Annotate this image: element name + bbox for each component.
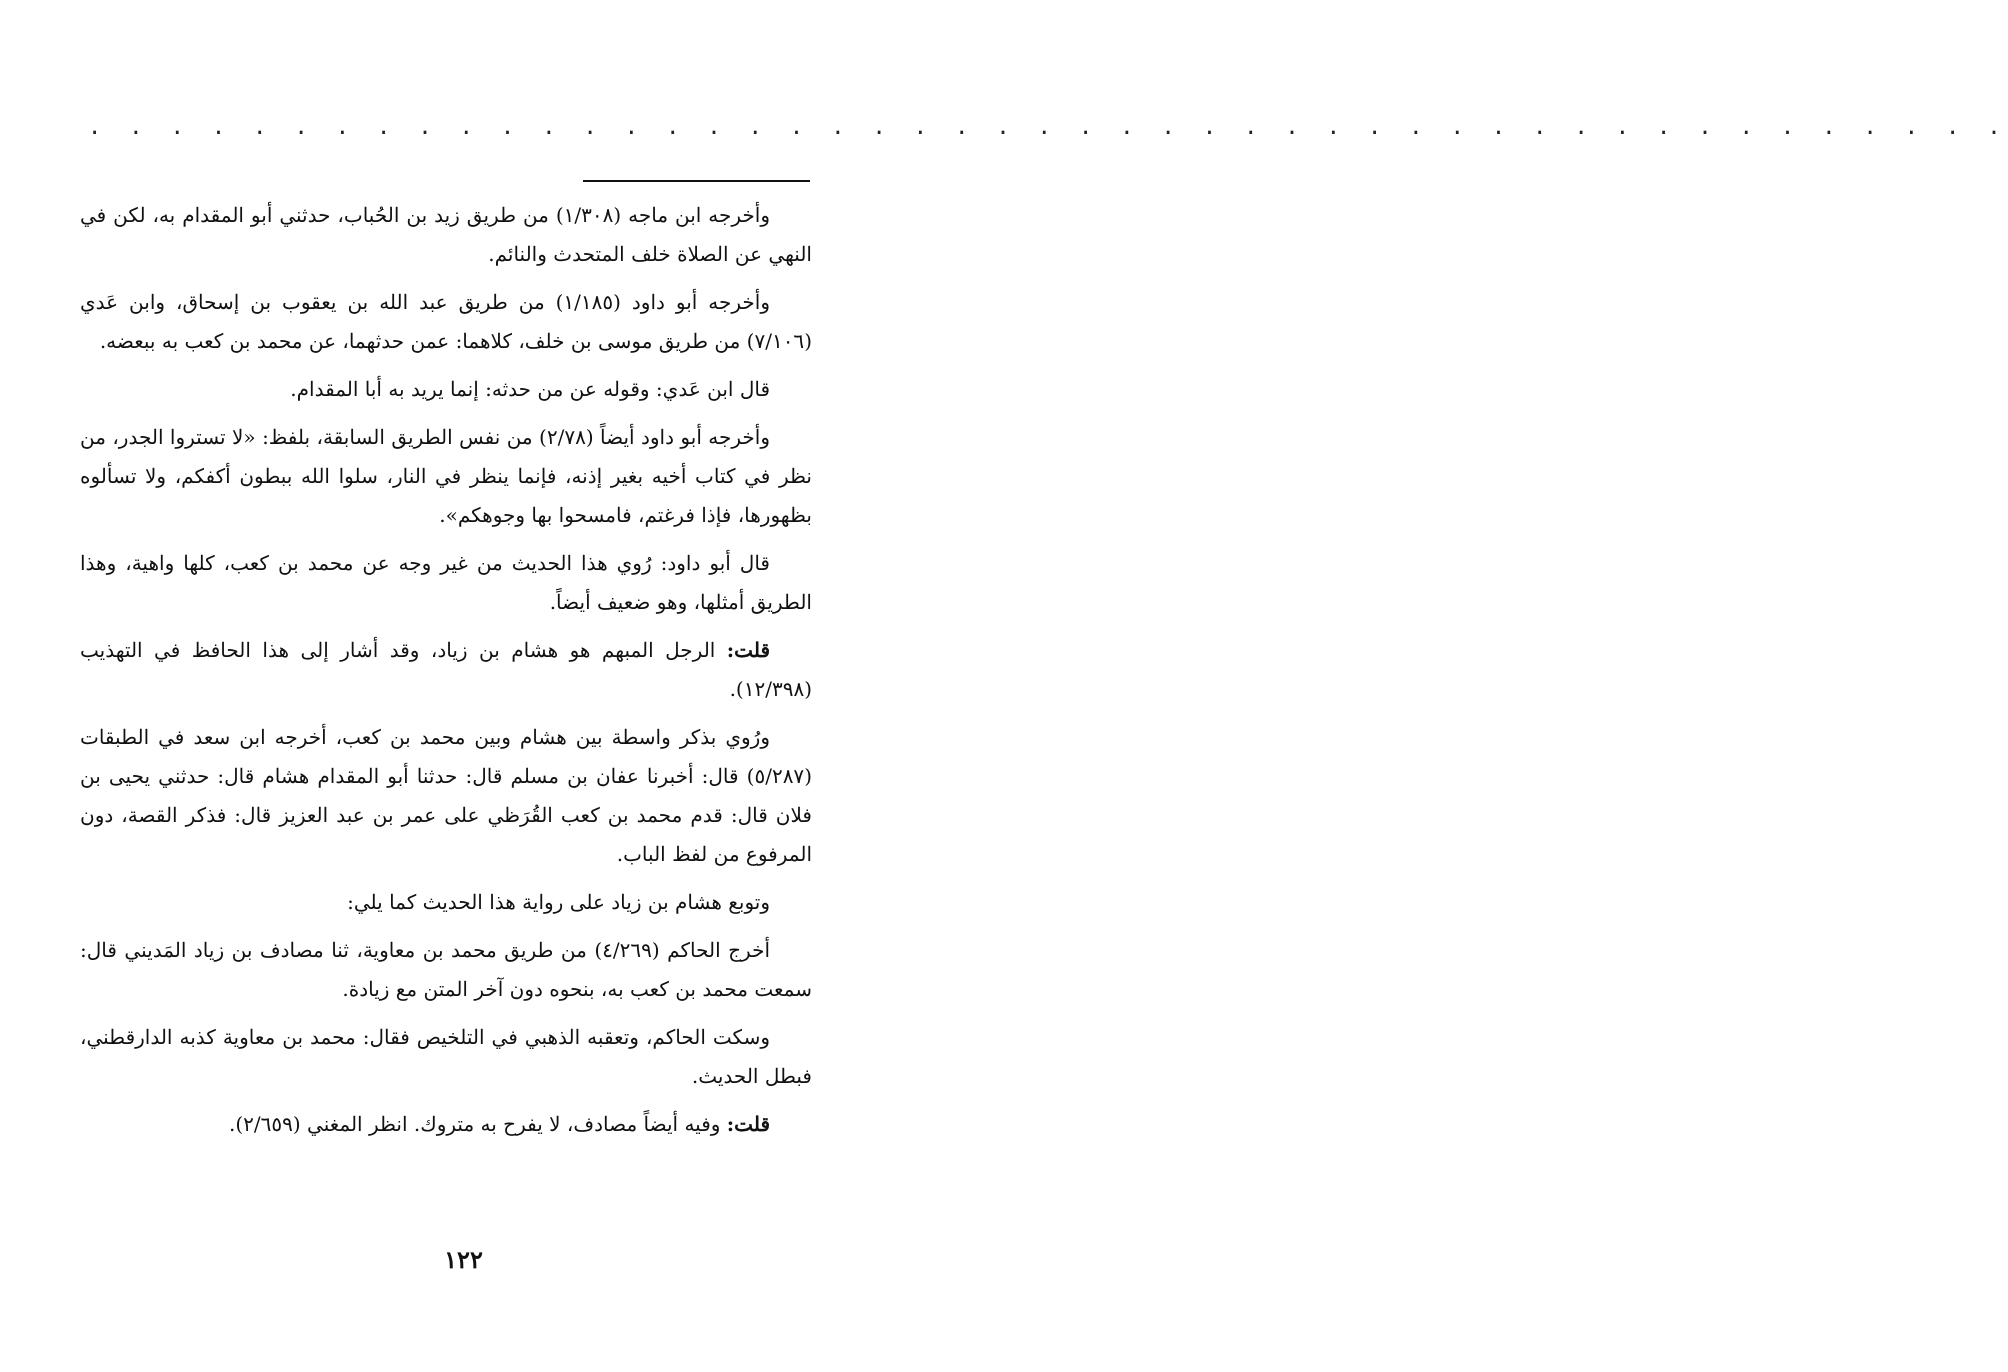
paragraph-text: قال ابن عَدي: وقوله عن من حدثه: إنما يريد به أبا المقدام. bbox=[290, 377, 770, 401]
paragraph-ibn-adi bbox=[80, 370, 812, 409]
paragraph-dhahabi bbox=[80, 1018, 812, 1096]
dotted-separator: . . . . . . . . . . . . . . . . . . . . . . . . . . . . . . . . . . . . . . . . . . . . . . . bbox=[88, 115, 2008, 140]
main-text bbox=[80, 196, 812, 1153]
paragraph-qultu-1 bbox=[80, 631, 812, 709]
paragraph-tuubi bbox=[80, 883, 812, 922]
page-number: ١٢٢ bbox=[444, 1245, 483, 1274]
paragraph-text: وسكت الحاكم، وتعقبه الذهبي في التلخيص فقال: محمد بن معاوية كذبه الدارقطني، فبطل الحديث. bbox=[80, 1025, 812, 1088]
paragraph-text: قال أبو داود: رُوي هذا الحديث من غير وجه عن محمد بن كعب، كلها واهية، وهذا الطريق أمثلها، وهو ضعيف أيضاً. bbox=[80, 551, 812, 614]
paragraph-lead: قلت: bbox=[726, 1112, 770, 1136]
paragraph-hakim bbox=[80, 931, 812, 1009]
paragraph-text: ورُوي بذكر واسطة بين هشام وبين محمد بن كعب، أخرجه ابن سعد في الطبقات (٥/٢٨٧) قال: أخبرنا عفان بن مسلم قال: حدثنا أبو المقدام هشام قال: حدثني يحيى بن فلان قال: قدم محمد بن كعب القُرَظي على عمر بن عبد العزيز قال: فذكر القصة، دون المرفوع من لفظ الباب. bbox=[80, 725, 812, 866]
paragraph-text: وأخرجه أبو داود (١/١٨٥) من طريق عبد الله بن يعقوب بن إسحاق، وابن عَدي (٧/١٠٦) من طريق موسى بن خلف، كلاهما: عمن حدثهما، عن محمد بن كعب به ببعضه. bbox=[80, 290, 812, 353]
paragraph-qultu-2 bbox=[80, 1105, 812, 1144]
paragraph-text: وأخرجه ابن ماجه (١/٣٠٨) من طريق زيد بن الحُباب، حدثني أبو المقدام به، لكن في النهي عن الصلاة خلف المتحدث والنائم. bbox=[80, 203, 812, 266]
paragraph-abu-dawud-1 bbox=[80, 283, 812, 361]
paragraph-abu-dawud-comment bbox=[80, 544, 812, 622]
paragraph-text: الرجل المبهم هو هشام بن زياد، وقد أشار إلى هذا الحافظ في التهذيب (١٢/٣٩٨). bbox=[80, 638, 812, 701]
paragraph-text: وفيه أيضاً مصادف، لا يفرح به متروك. انظر المغني (٢/٦٥٩). bbox=[229, 1112, 727, 1136]
paragraph-ibn-saad bbox=[80, 718, 812, 874]
paragraph-lead: قلت: bbox=[726, 638, 770, 662]
paragraph-text: وأخرجه أبو داود أيضاً (٢/٧٨) من نفس الطريق السابقة، بلفظ: «لا تستروا الجدر، من نظر في كتاب أخيه بغير إذنه، فإنما ينظر في النار، سلوا الله ببطون أكفكم، ولا تسألوه بظهورها، فإذا فرغتم، فامسحوا بها وجوهكم». bbox=[80, 425, 812, 527]
paragraph-text: وتوبع هشام بن زياد على رواية هذا الحديث كما يلي: bbox=[347, 890, 770, 914]
paragraph-abu-dawud-2 bbox=[80, 418, 812, 535]
footnote-rule bbox=[583, 180, 810, 182]
paragraph-ibn-majah bbox=[80, 196, 812, 274]
paragraph-text: أخرج الحاكم (٤/٢٦٩) من طريق محمد بن معاوية، ثنا مصادف بن زياد المَديني قال: سمعت محمد بن كعب به، بنحوه دون آخر المتن مع زيادة. bbox=[80, 938, 812, 1001]
